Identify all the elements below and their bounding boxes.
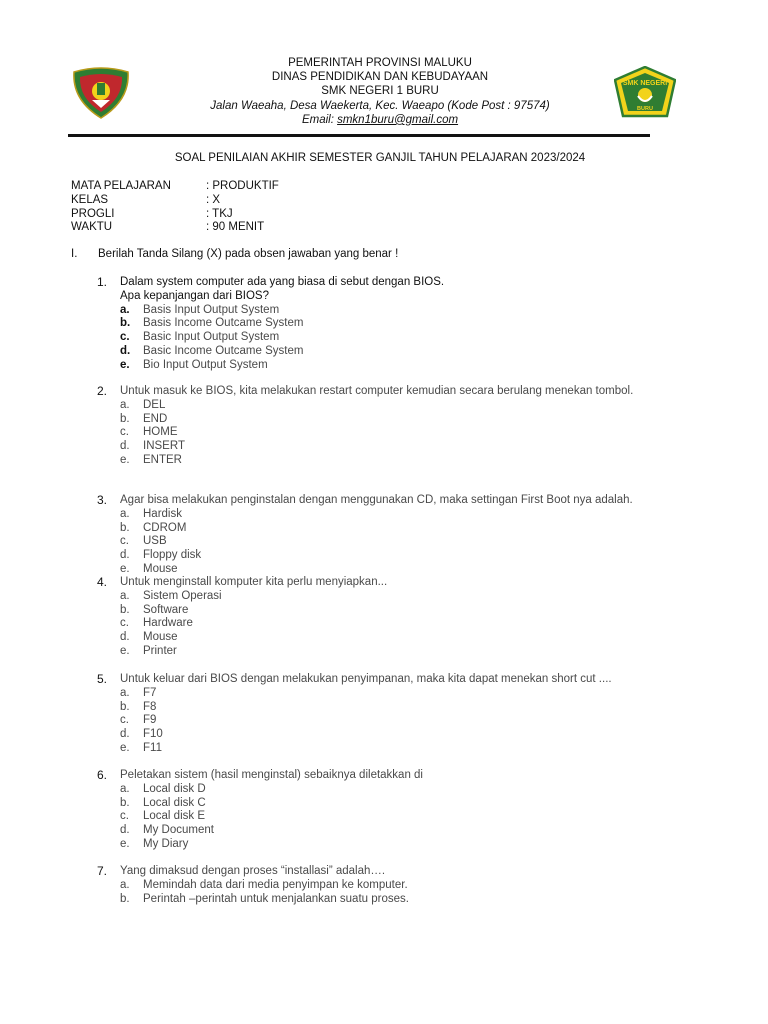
option-item[interactable]: e. Printer	[120, 644, 177, 657]
option-item[interactable]: b. Perintah –perintah untuk menjalankan suatu proses.	[120, 892, 409, 905]
option-item[interactable]: e. F11	[120, 741, 162, 754]
question-text: Yang dimaksud dengan proses “installasi” adalah….	[120, 865, 386, 877]
option-item[interactable]: b. CDROM	[120, 521, 187, 534]
letterhead-email-line	[150, 113, 610, 127]
logo-text-top: SMK NEGERI	[622, 80, 668, 87]
option-item[interactable]: b. F8	[120, 700, 157, 713]
option-item[interactable]: e. ENTER	[120, 453, 182, 466]
question-4	[97, 576, 387, 659]
letterhead-government: PEMERINTAH PROVINSI MALUKU	[288, 57, 472, 69]
letterhead-department: DINAS PENDIDIKAN DAN KEBUDAYAAN	[271, 71, 489, 84]
option-item[interactable]: c. USB	[120, 535, 167, 548]
letterhead-school: SMK NEGERI 1 BURU	[321, 85, 439, 98]
option-item[interactable]: a. Memindah data dari media penyimpan ke komputer.	[120, 878, 408, 891]
letterhead-divider	[68, 134, 650, 137]
option-item[interactable]: e. My Diary	[120, 837, 189, 850]
question-text: Dalam system computer ada yang biasa di sebut dengan BIOS.	[120, 276, 445, 288]
option-item[interactable]: e. Mouse	[120, 562, 178, 575]
option-item[interactable]: a. DEL	[120, 398, 166, 411]
info-value: : TKJ	[206, 207, 233, 220]
section-instruction	[71, 248, 398, 260]
question-1	[97, 276, 444, 373]
email-link[interactable]: smkn1buru@gmail.com	[337, 113, 459, 126]
question-2	[97, 385, 633, 468]
question-text: Peletakan sistem (hasil menginstal) sebaiknya diletakkan di	[120, 769, 423, 781]
info-value: : X	[206, 193, 221, 206]
option-item[interactable]: b. Basis Income Outcame System	[120, 317, 304, 330]
option-item[interactable]: d. F10	[120, 728, 163, 741]
option-item[interactable]: b. Local disk C	[120, 796, 206, 809]
option-item[interactable]: a. Sistem Operasi	[120, 589, 222, 602]
exam-title: SOAL PENILAIAN AKHIR SEMESTER GANJIL TAHUN PELAJARAN 2023/2024	[174, 152, 586, 164]
question-5	[97, 673, 612, 756]
question-number: 7.	[97, 864, 108, 878]
option-item[interactable]: c. F9	[120, 714, 157, 727]
question-number: 4.	[97, 575, 108, 589]
option-item[interactable]: d. Mouse	[120, 631, 178, 644]
option-item[interactable]: d. Floppy disk	[120, 549, 202, 562]
letterhead-address: Jalan Waeaha, Desa Waekerta, Kec. Waeapo (Kode Post : 97574)	[210, 99, 550, 112]
option-item[interactable]: a. Local disk D	[120, 782, 206, 795]
option-item[interactable]: e. Bio Input Output System	[120, 358, 268, 371]
question-number: 3.	[97, 493, 108, 507]
info-value: : PRODUKTIF	[206, 180, 279, 192]
question-text: Agar bisa melakukan penginstalan dengan menggunakan CD, maka settingan First Boot nya adalah.	[120, 494, 633, 506]
option-item[interactable]: a. F7	[120, 686, 157, 699]
smk-negeri-1-buru-logo-icon	[614, 66, 676, 120]
info-label: PROGLI	[71, 207, 115, 220]
question-6	[97, 769, 423, 852]
option-item[interactable]: c. Local disk E	[120, 810, 206, 823]
logo-text-bottom: BURU	[637, 106, 653, 112]
question-3	[97, 494, 633, 577]
info-row-subject	[71, 180, 279, 194]
option-item[interactable]: b. END	[120, 412, 168, 425]
info-label: KELAS	[71, 193, 109, 206]
option-item[interactable]: d. My Document	[120, 824, 214, 837]
question-text: Untuk masuk ke BIOS, kita melakukan restart computer kemudian secara berulang menekan tombol.	[120, 385, 634, 397]
info-row-program	[71, 208, 279, 222]
question-number: 2.	[97, 384, 108, 398]
question-text: Untuk menginstall komputer kita perlu menyiapkan...	[120, 576, 388, 588]
option-item[interactable]: d. Basic Income Outcame System	[120, 344, 304, 357]
exam-info	[71, 180, 279, 235]
info-label: MATA PELAJARAN	[71, 180, 171, 192]
info-value: : 90 MENIT	[206, 221, 265, 234]
question-number: 6.	[97, 768, 108, 782]
instruction-text: Berilah Tanda Silang (X) pada obsen jawaban yang benar !	[98, 248, 399, 260]
letterhead	[150, 56, 610, 127]
option-item[interactable]: c. HOME	[120, 426, 178, 439]
question-7	[97, 865, 409, 906]
question-text: Untuk keluar dari BIOS dengan melakukan penyimpanan, maka kita dapat menekan short cut ....	[120, 673, 612, 685]
info-row-time	[71, 221, 279, 235]
option-item[interactable]: a. Basis Input Output System	[120, 303, 280, 316]
option-item[interactable]: d. INSERT	[120, 440, 185, 453]
info-row-class	[71, 194, 279, 208]
question-text-continued: Apa kepanjangan dari BIOS?	[120, 289, 269, 302]
option-item[interactable]: c. Hardware	[120, 617, 193, 630]
question-number: 5.	[97, 672, 108, 686]
question-number: 1.	[97, 275, 108, 289]
option-item[interactable]: c. Basic Input Output System	[120, 331, 280, 344]
option-item[interactable]: b. Software	[120, 603, 189, 616]
option-item[interactable]: a. Hardisk	[120, 507, 182, 520]
info-label: WAKTU	[71, 221, 113, 234]
maluku-province-crest-icon	[70, 66, 132, 120]
section-numeral: I.	[71, 248, 78, 260]
email-label: Email:	[301, 113, 338, 126]
